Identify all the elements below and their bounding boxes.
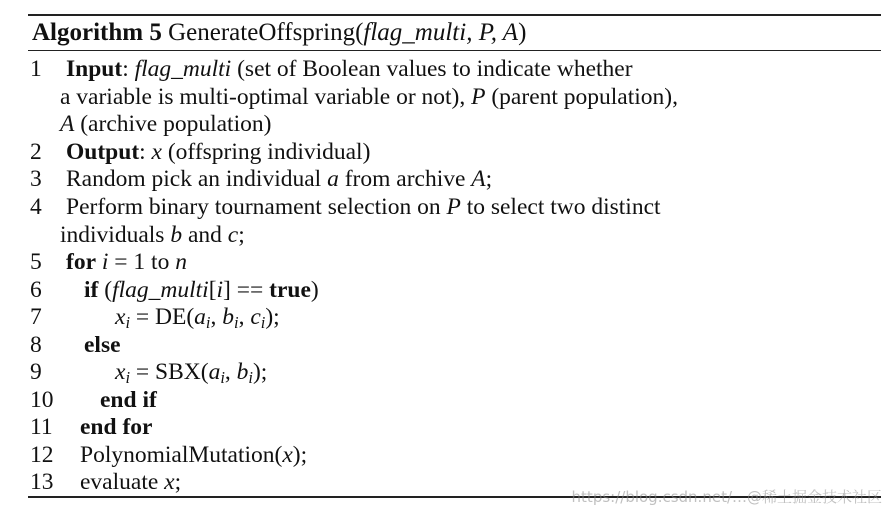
- text-span: :: [139, 139, 152, 165]
- text-span: = 1 to: [108, 249, 176, 275]
- text-span: = SBX(: [130, 359, 209, 385]
- text-span: );: [265, 304, 280, 330]
- italic-var: i: [101, 249, 109, 275]
- line-text: [66, 248, 187, 276]
- line-number: 11: [30, 414, 53, 440]
- line-number: 7: [30, 304, 42, 330]
- italic-var: n: [175, 249, 187, 275]
- italic-var: P: [446, 194, 461, 220]
- italic-var: flag_multi: [112, 277, 209, 303]
- text-span: a variable is multi-optimal variable or not),: [60, 84, 472, 110]
- line-number: 4: [30, 194, 42, 220]
- line-text: [80, 413, 152, 441]
- keyword: end for: [80, 414, 153, 440]
- italic-var: P: [471, 84, 486, 110]
- italic-var: a: [194, 304, 206, 330]
- line-text: [115, 358, 267, 386]
- keyword: for: [66, 249, 97, 275]
- italic-var: x: [164, 469, 175, 495]
- text-span: (offspring individual): [161, 139, 371, 165]
- italic-var: x: [282, 442, 293, 468]
- text-span: and: [182, 222, 228, 248]
- line-text: [66, 55, 633, 83]
- italic-var: b: [236, 359, 249, 385]
- italic-var: b: [222, 304, 234, 330]
- subscript: i: [234, 313, 239, 332]
- algorithm-name: GenerateOffspring(: [168, 19, 364, 46]
- text-span: to select two distinct: [460, 194, 661, 220]
- line-text: [80, 468, 181, 496]
- text-span: ;: [238, 222, 245, 248]
- line-number: 8: [30, 332, 42, 358]
- line-number: 2: [30, 139, 42, 165]
- subscript: i: [125, 368, 131, 387]
- algorithm-args: flag_multi, P, A: [363, 19, 519, 46]
- text-span: );: [252, 359, 268, 385]
- text-span: :: [122, 56, 135, 82]
- text-span: ,: [238, 304, 251, 330]
- text-span: = DE(: [130, 304, 195, 330]
- line-text: [66, 138, 370, 166]
- subscript: i: [125, 313, 131, 332]
- subscript: i: [220, 368, 225, 387]
- text-span: (: [98, 277, 113, 303]
- text-span: ,: [210, 304, 223, 330]
- header-rule: [28, 50, 881, 51]
- algorithm-close: ): [518, 19, 527, 46]
- text-span: PolynomialMutation(: [80, 442, 283, 468]
- line-text: [115, 303, 280, 331]
- text-span: Perform binary tournament selection on: [66, 194, 447, 220]
- line-text: [60, 221, 245, 249]
- line-number: 12: [30, 442, 54, 468]
- italic-var: c: [250, 304, 261, 330]
- text-span: ] ==: [223, 277, 270, 303]
- watermark: https://blog.csdn.net/…@稀土掘金技术社区: [571, 488, 882, 506]
- keyword: if: [84, 277, 99, 303]
- text-span: ;: [174, 469, 182, 495]
- italic-var: flag_multi: [134, 56, 232, 82]
- line-number: 5: [30, 249, 42, 275]
- line-number: 3: [30, 166, 42, 192]
- text-span: (archive population): [74, 111, 272, 137]
- line-text: [60, 110, 271, 138]
- text-span: evaluate: [80, 469, 165, 495]
- text-span: from archive: [338, 166, 472, 192]
- keyword: Input: [66, 56, 123, 82]
- italic-var: x: [115, 304, 126, 330]
- text-span: );: [292, 442, 308, 468]
- italic-var: A: [60, 111, 75, 137]
- subscript: i: [260, 313, 266, 332]
- italic-var: b: [170, 222, 183, 248]
- line-text: [66, 193, 661, 221]
- italic-var: a: [208, 359, 221, 385]
- line-text: [100, 386, 157, 414]
- italic-var: x: [115, 359, 126, 385]
- text-span: ;: [485, 166, 493, 192]
- keyword: else: [84, 332, 121, 358]
- italic-var: a: [327, 166, 339, 192]
- keyword: true: [269, 277, 311, 303]
- text-span: individuals: [60, 222, 171, 248]
- line-number: 13: [30, 469, 54, 495]
- italic-var: x: [151, 139, 162, 165]
- subscript: i: [248, 368, 253, 387]
- line-text: [84, 331, 121, 359]
- keyword: end if: [100, 387, 157, 413]
- text-span: [: [208, 277, 217, 303]
- text-span: ): [310, 277, 319, 303]
- text-span: (set of Boolean values to indicate whether: [231, 56, 633, 82]
- text-span: ,: [224, 359, 237, 385]
- line-text: [60, 83, 678, 111]
- text-span: (parent population),: [485, 84, 678, 110]
- line-number: 6: [30, 277, 42, 303]
- keyword: Output: [66, 139, 140, 165]
- text-span: Random pick an individual: [66, 166, 328, 192]
- line-number: 9: [30, 359, 42, 385]
- algorithm-title: [32, 16, 526, 50]
- line-text: [66, 165, 492, 193]
- italic-var: c: [227, 222, 239, 248]
- algorithm-label: Algorithm 5: [32, 19, 162, 46]
- line-text: [80, 441, 307, 469]
- italic-var: A: [471, 166, 486, 192]
- line-number: 1: [30, 56, 42, 82]
- italic-var: i: [216, 277, 224, 303]
- subscript: i: [205, 313, 211, 332]
- line-number: 10: [30, 387, 54, 413]
- line-text: [84, 276, 319, 304]
